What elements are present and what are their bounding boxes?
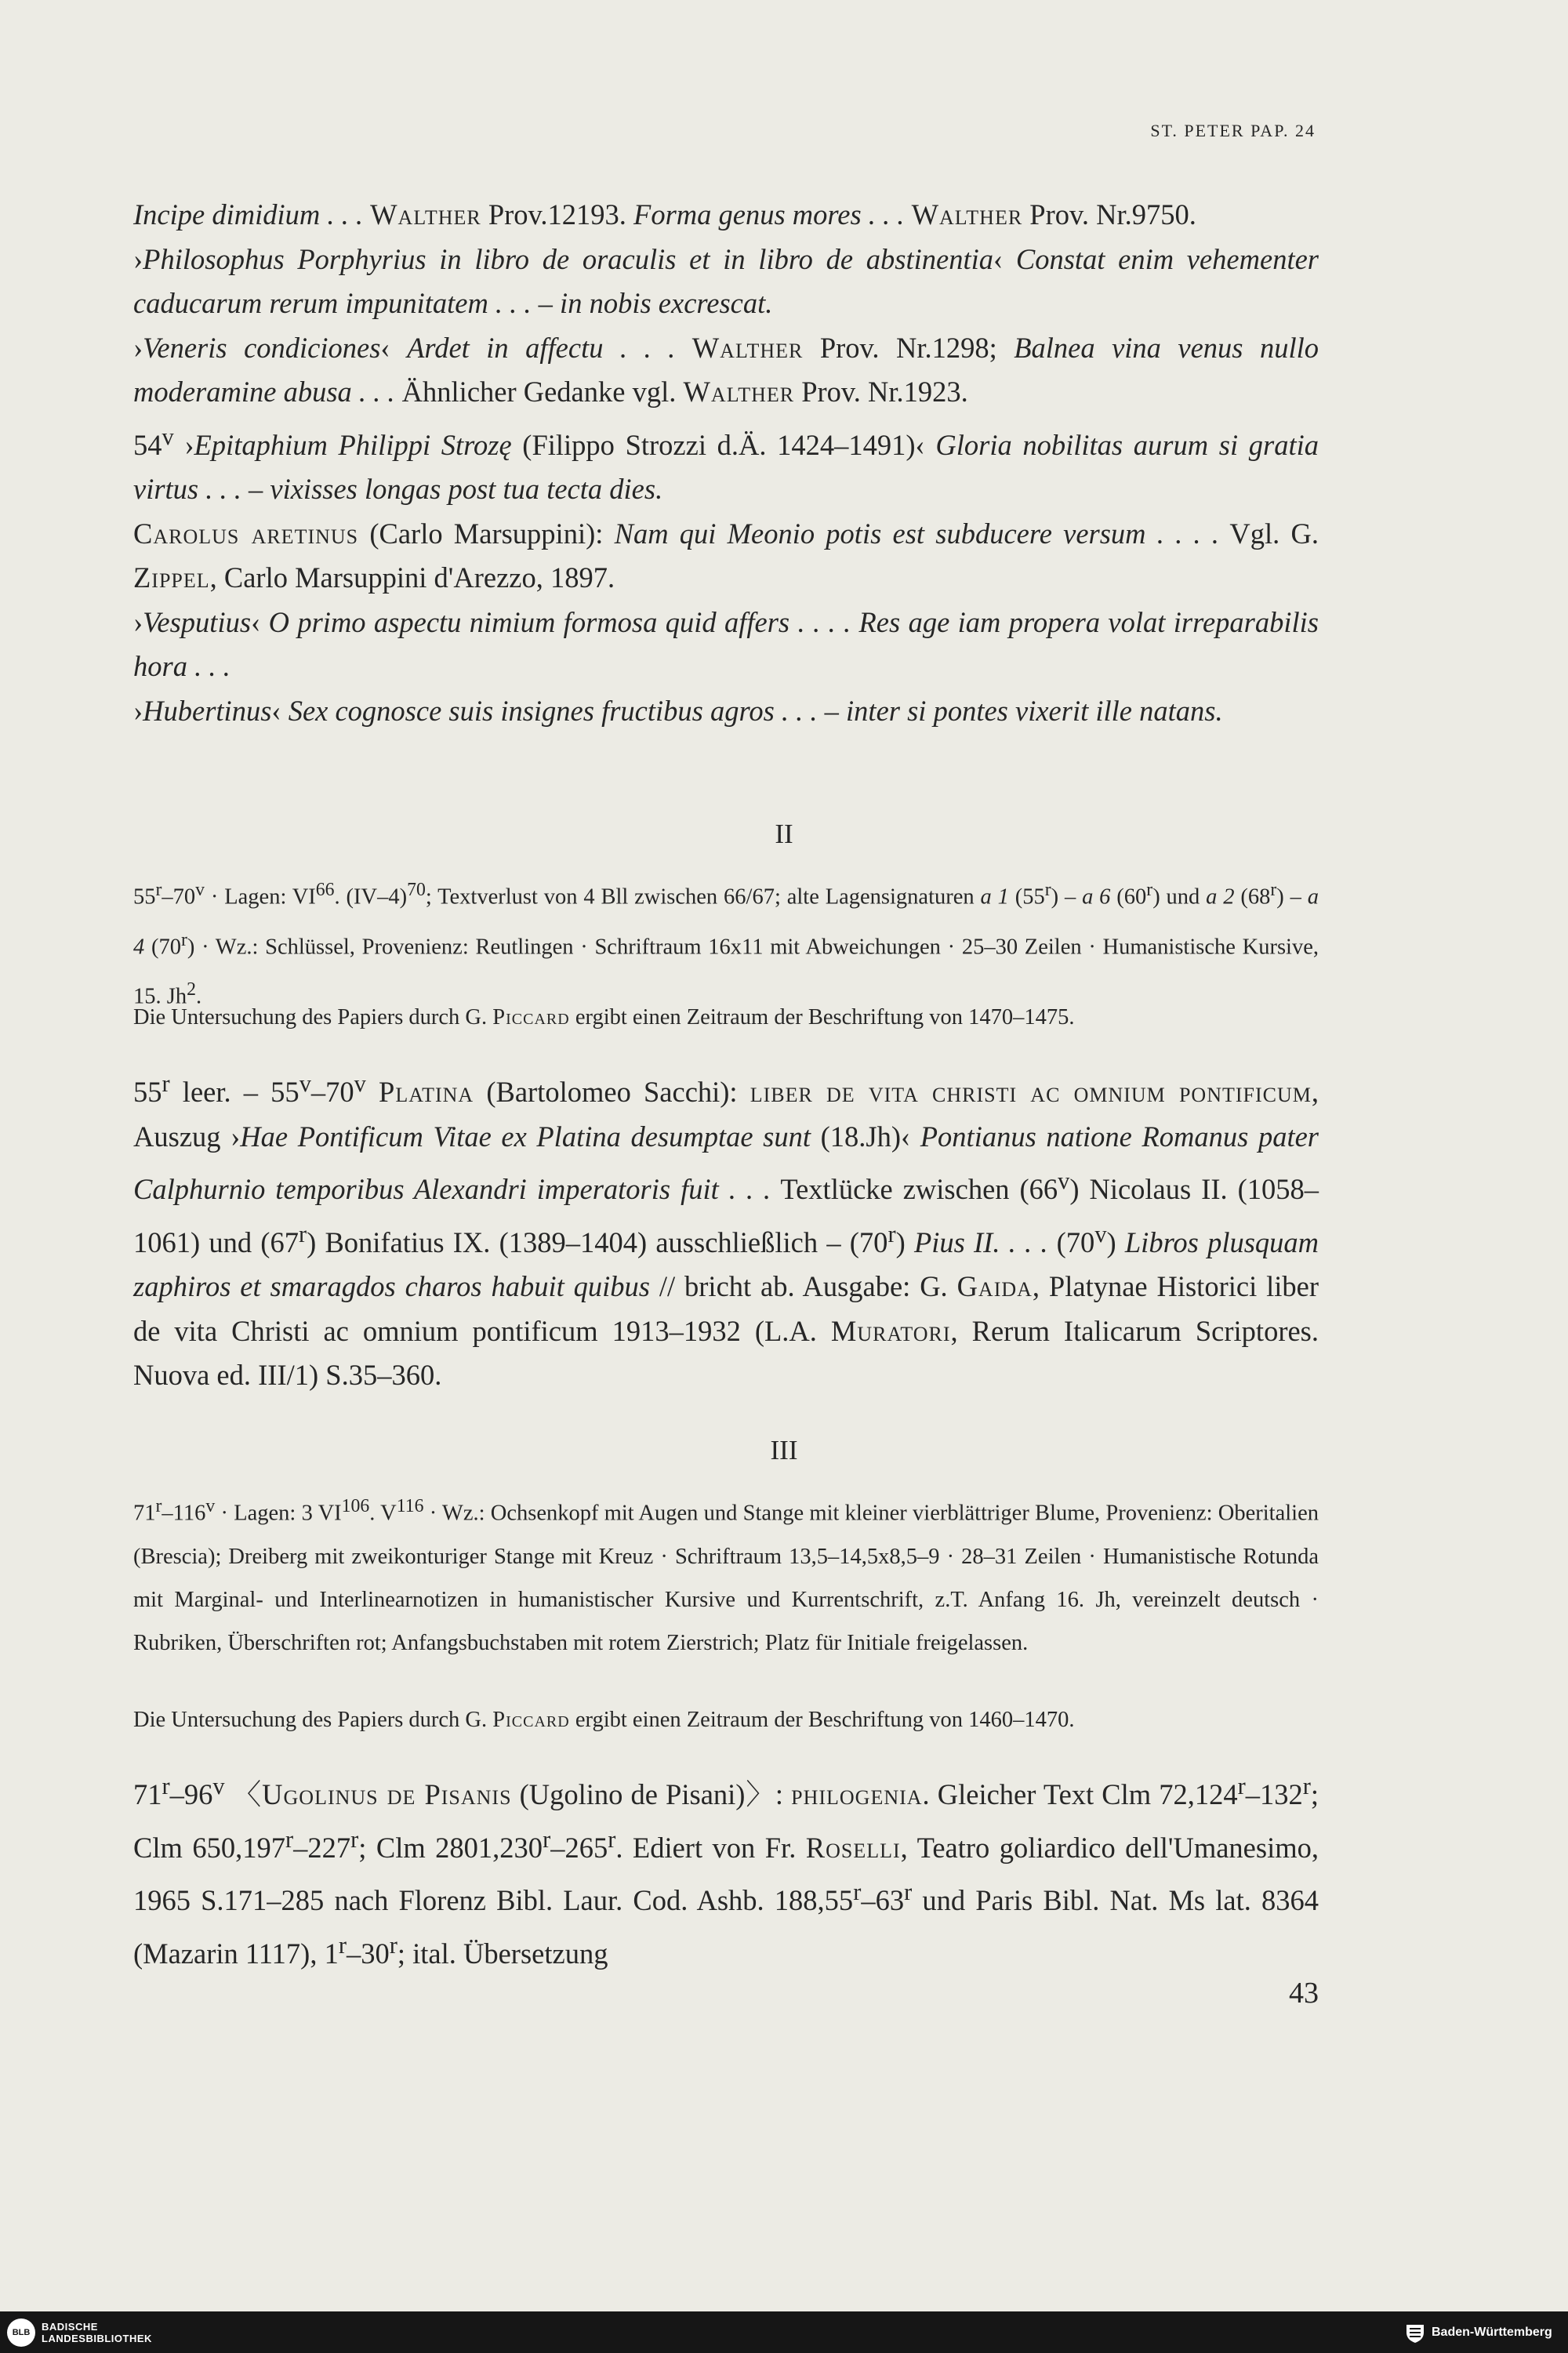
entry-line: ›Veneris condiciones‹ Ardet in affectu . . . Walther Prov. Nr.1298; Balnea vina venus nullo moderamine abusa . . . Ähnlicher Gedanke vgl. Walther Prov. Nr.1923. [133,331,1319,408]
codicology-text: $71^r-116^v$ · Lagen: 3 VI$^{106}$. $V^{116} \cdot Wz$.: Ochsenkopf mit Augen und Stange mit kleiner vierblättriger Blume, Provenienz: Oberitalien (Brescia); Dreiberg mit zweikonturiger Stange mit Kreuz · Schriftraum 13,5–14,5x8,5–9 · 28–31 Zeilen · Humanistische Rotunda mit Marginal- und Interlinearnotizen in humanistischer Kursive und Kurrentschrift, z.T. Anfang 16. Jh, vereinzelt deutsch · Rubriken, Überschriften rot; Anfangsbuchstaben mit rotem Zierstrich; Platz für Initiale freigelassen. [133,1496,1319,1655]
content-text: 55$^r$ leer. – 55$^v$–70$^v$ Platina (Bartolomeo Sacchi): liber de vita christi ac omnium pontificum, Auszug ›Hae Pontificum Vitae ex Platina desumptae sunt (18.Jh)‹ Pontianus natione Romanus pater Calphurnio temporibus Alexandri imperatoris fuit . . . Textlücke zwischen (66$^v$) Nicolaus II. (1058–1061) und (67$^r$) Bonifatius IX. (1389–1404) ausschließlich – (70$^r$) Pius II. . . . (70$^v$) Libros plusquam zaphiros et smaragdos charos habuit quibus // bricht ab. Ausgabe: G. Gaida, Platynae Historici liber de vita Christi ac omnium pontificum 1913–1932 (L.A. Muratori, Rerum Italicarum Scriptores. Nuova ed. III/1) S.35–360. [133,1070,1319,1392]
running-head: ST. PETER PAP. 24 [1150,121,1316,140]
section-heading-ii: II [775,819,793,849]
entry-line: ›Philosophus Porphyrius in libro de oraculis et in libro de abstinentia‹ Constat enim vehementer caducarum rerum impunitatem . . . – in nobis excrescat. [133,242,1319,319]
paper-note-text: Die Untersuchung des Papiers durch G. Piccard ergibt einen Zeitraum der Beschriftung von 1470–1475. [133,1005,1075,1029]
content-text: 71$^r$–96$^v$ 〈Ugolinus de Pisanis (Ugolino de Pisani)〉: philogenia. Gleicher Text Clm 72,124$^r$–132$^r$; Clm 650,197$^r$–227$^r$; Clm 2801,230$^r$–265$^r$. Ediert von Fr. Roselli, Teatro goliardico dell'Umanesimo, 1965 S.171–285 nach Florenz Bibl. Laur. Cod. Ashb. 188,55$^r$–63$^r$ und Paris Bibl. Nat. Ms lat. 8364 (Mazarin 1117), 1$^r$–30$^r$; ital. Übersetzung [133,1773,1319,1970]
entry-line: ›Hubertinus‹ Sex cognosce suis insignes fructibus agros . . . – inter si pontes vixerit ille natans. [133,694,1223,727]
library-name-line: LANDESBIBLIOTHEK [42,2333,152,2344]
entry-line: Carolus aretinus (Carlo Marsuppini): Nam qui Meonio potis est subducere versum . . . . Vgl. G. Zippel, Carlo Marsuppini d'Arezzo, 1897. [133,517,1319,594]
codicology-text: $55^r-70^v$ · Lagen: VI$^{66}$. $(IV-4)^{70}$; Textverlust von 4 Bll zwischen 66/67; alte Lagensignaturen a 1 (55$^r$) – a 6 (60$^r$) und a 2 (68$^r$) – a 4 $(70^r) \cdot Wz$.: Schlüssel, Provenienz: Reutlingen · Schriftraum 16x11 mit Abweichungen · 25–30 Zeilen · Humanistische Kursive, 15. Jh$^2$. [133,880,1319,1009]
library-name [42,2321,152,2344]
state-name[interactable]: Baden-Württemberg [1432,2326,1552,2339]
paper-note-ii [133,996,1319,1039]
content-ii [133,1062,1319,1398]
page-number: 43 [1289,1977,1319,2010]
paper-note-iii [133,1698,1319,1741]
paper-note-text: Die Untersuchung des Papiers durch G. Piccard ergibt einen Zeitraum der Beschriftung von 1460–1470. [133,1708,1075,1732]
library-name-line: BADISCHE [42,2321,98,2333]
entry-list [133,193,1319,733]
section-heading-iii: III [770,1435,798,1465]
entry-line: 54$^v$ ›Epitaphium Philippi Strozę (Filippo Strozzi d.Ä. 1424–1491)‹ Gloria nobilitas aurum si gratia virtus . . . – vixisses longas post tua tecta dies. [133,423,1319,506]
entry-line: ›Vesputius‹ O primo aspectu nimium formosa quid affers . . . . Res age iam propera volat irreparabilis hora . . . [133,605,1319,683]
content-iii [133,1764,1319,1977]
entry-line: Incipe dimidium . . . Walther Prov.12193. Forma genus mores . . . Walther Prov. Nr.9750. [133,198,1196,231]
viewer-footer [0,2311,1568,2353]
library-logo-icon[interactable]: BLB [7,2319,35,2347]
state-coat-of-arms-icon [1403,2321,1427,2344]
codicology-iii [133,1485,1319,1665]
